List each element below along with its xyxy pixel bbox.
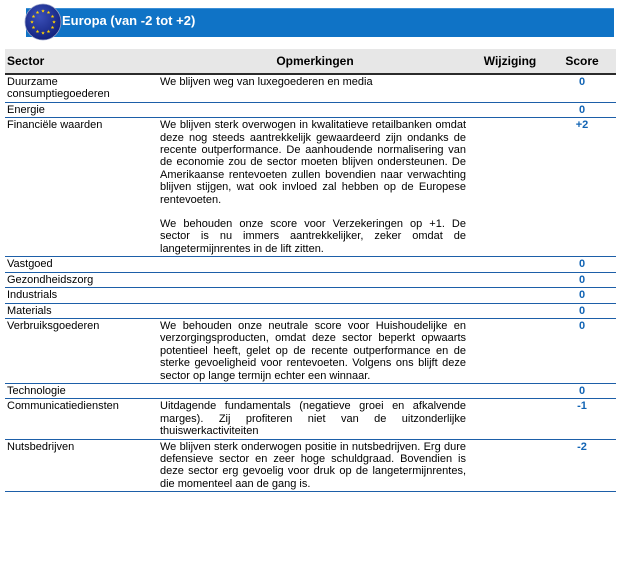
sector-score: 0	[548, 102, 616, 117]
table-row	[5, 102, 616, 117]
remark-paragraph: We blijven sterk overwogen in kwalitatieve retailbanken omdat deze nog steeds aantrekkelijk gewaardeerd zijn ondanks de recente outperformance. De aanhoudende normalisering van de economie zou de sector moeten blijven ondersteunen. De Amerikaanse rentevoeten zullen bovendien naar verwachting blijven stijgen, wat ook invloed zal hebben op de Europese rentevoeten.	[160, 119, 466, 206]
sector-name: Nutsbedrijven	[5, 439, 158, 492]
remark-paragraph: We blijven weg van luxegoederen en media	[160, 76, 373, 88]
sector-score: 0	[548, 272, 616, 287]
table-row	[5, 118, 616, 257]
remark-paragraph: We behouden onze neutrale score voor Huishoudelijke en verzorgingsproducten, omdat deze sector beperkt opwaarts potentieel heeft, gelet op de recente outperformance en de sterke gevoeligheid voor rentevoeten. Volgens ons blijft deze sector op lange termijn echter een winnaar.	[160, 319, 466, 382]
sector-remarks	[158, 272, 472, 287]
sector-change	[472, 118, 548, 257]
remark-paragraph: Uitdagende fundamentals (negatieve groei en afkalvende marges). Zij profiteren niet van de uitzonderlijke thuiswerkactiviteiten	[160, 400, 466, 438]
sector-score: 0	[548, 318, 616, 383]
sector-change	[472, 383, 548, 398]
sector-name: Financiële waarden	[5, 118, 158, 257]
sector-remarks	[158, 257, 472, 272]
sector-score: 0	[548, 288, 616, 303]
sector-change	[472, 439, 548, 492]
sector-change	[472, 303, 548, 318]
table-row	[5, 303, 616, 318]
eu-flag-icon	[24, 3, 62, 41]
sector-name: Duurzame consumptiegoederen	[5, 74, 158, 102]
sector-remarks	[158, 399, 472, 439]
column-header-remarks: Opmerkingen	[158, 49, 472, 74]
sector-remarks	[158, 102, 472, 117]
table-row	[5, 318, 616, 383]
table-row	[5, 399, 616, 439]
table-row	[5, 74, 616, 102]
sector-remarks	[158, 383, 472, 398]
sector-change	[472, 272, 548, 287]
sector-remarks	[158, 303, 472, 318]
column-header-score: Score	[548, 49, 616, 74]
column-header-change: Wijziging	[472, 49, 548, 74]
sector-remarks	[158, 74, 472, 102]
remark-paragraph: We blijven sterk onderwogen positie in nutsbedrijven. Erg dure defensieve sector en zeer hoge schuldgraad. Bovendien is deze sector erg gevoelig voor druk op de langetermijnrentes, die momenteel aan de gang is.	[160, 440, 466, 490]
sector-change	[472, 74, 548, 102]
sector-remarks	[158, 439, 472, 492]
sector-name: Energie	[5, 102, 158, 117]
table-row	[5, 257, 616, 272]
sector-remarks	[158, 288, 472, 303]
banner-title: Europa (van -2 tot +2)	[62, 13, 196, 28]
sector-name: Industrials	[5, 288, 158, 303]
sector-change	[472, 399, 548, 439]
sector-name: Materials	[5, 303, 158, 318]
sector-change	[472, 318, 548, 383]
sector-score: 0	[548, 257, 616, 272]
sector-change	[472, 257, 548, 272]
section-banner	[26, 8, 614, 37]
sector-remarks	[158, 318, 472, 383]
sector-change	[472, 102, 548, 117]
table-row	[5, 272, 616, 287]
sector-score: 0	[548, 74, 616, 102]
sector-score: -2	[548, 439, 616, 492]
column-header-sector: Sector	[5, 49, 158, 74]
sector-table	[5, 49, 616, 492]
sector-name: Communicatiediensten	[5, 399, 158, 439]
table-row	[5, 288, 616, 303]
sector-name: Verbruiksgoederen	[5, 318, 158, 383]
remark-paragraph: We behouden onze score voor Verzekeringen op +1. De sector is nu immers aantrekkelijker, zeker omdat de langetermijnrentes in de lift zitten.	[160, 218, 466, 255]
sector-score: -1	[548, 399, 616, 439]
sector-score: +2	[548, 118, 616, 257]
sector-name: Technologie	[5, 383, 158, 398]
table-header-row	[5, 49, 616, 74]
sector-score: 0	[548, 383, 616, 398]
table-row	[5, 439, 616, 492]
table-row	[5, 383, 616, 398]
sector-name: Gezondheidszorg	[5, 272, 158, 287]
sector-remarks	[158, 118, 472, 257]
sector-change	[472, 288, 548, 303]
sector-score: 0	[548, 303, 616, 318]
sector-name: Vastgoed	[5, 257, 158, 272]
